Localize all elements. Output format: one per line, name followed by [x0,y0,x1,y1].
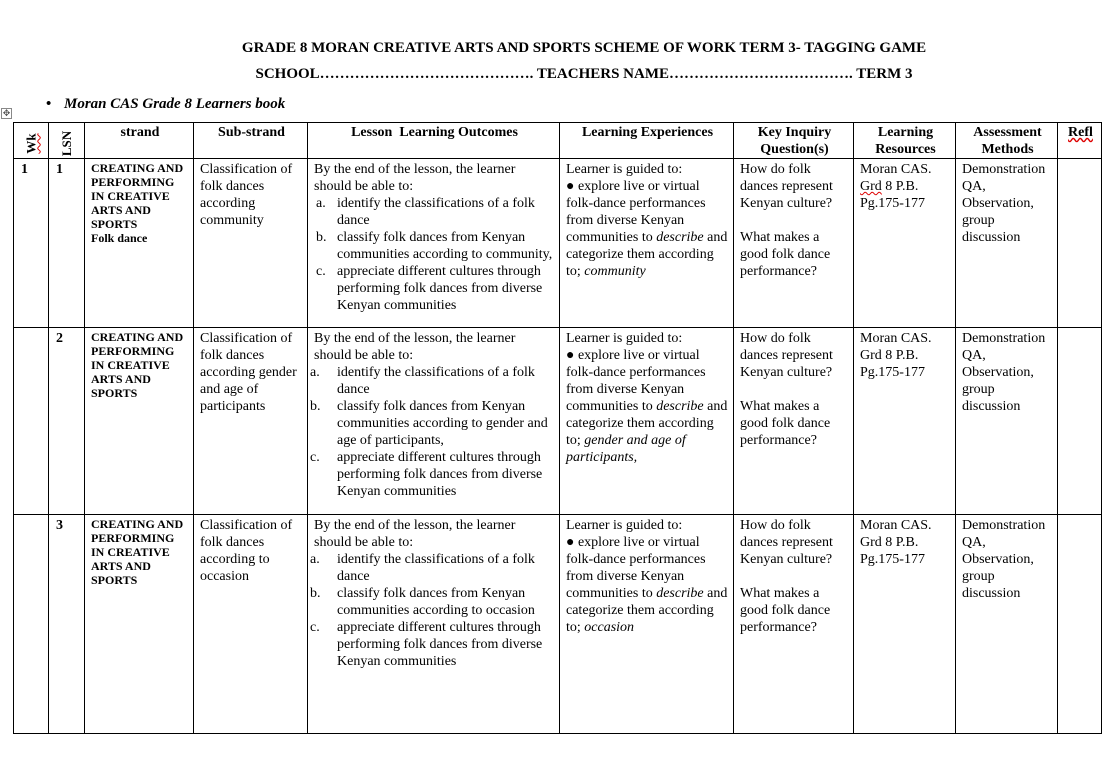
header-assessment: Assessment Methods [956,123,1058,159]
inquiry-cell: How do folk dances represent Kenyan culture? What makes a good folk dance performance? [734,328,854,515]
list-item: a. identify the classifications of a folk dance [310,552,535,584]
week-cell: 1 [14,159,49,328]
reflection-cell[interactable] [1058,515,1102,734]
reflection-cell[interactable] [1058,328,1102,515]
assessment-cell: Demonstration QA, Observation, group discussion [956,159,1058,328]
list-item: c. appreciate different cultures through performing folk dances from diverse Kenyan communities [316,264,543,313]
sub-strand-cell: Classification of folk dances according community [194,159,308,328]
header-refl: Refl [1058,123,1102,159]
header-experiences: Learning Experiences [560,123,734,159]
outcomes-cell [308,159,560,328]
week-cell [14,515,49,734]
header-row [14,123,1102,159]
table-row [14,328,1102,515]
header-sub-strand: Sub-strand [194,123,308,159]
lesson-cell: 3 [49,515,85,734]
assessment-cell: Demonstration QA, Observation, group discussion [956,515,1058,734]
list-item: c. appreciate different cultures through performing folk dances from diverse Kenyan communities [310,450,543,499]
header-strand: strand [85,123,194,159]
sub-strand-cell: Classification of folk dances according to occasion [194,515,308,734]
outcomes-cell [308,328,560,515]
strand-cell [85,159,194,328]
inquiry-cell: How do folk dances represent Kenyan culture? What makes a good folk dance performance? [734,515,854,734]
strand-sub-text: Folk dance [91,231,148,245]
lesson-cell: 1 [49,159,85,328]
header-inquiry: Key Inquiry Question(s) [734,123,854,159]
table-move-handle-icon[interactable]: ✥ [2,109,11,119]
document-subtitle: SCHOOL……………………………………. TEACHERS NAME………………………………. TERM 3 [255,66,913,82]
learners-book-bullet [46,96,285,113]
resources-cell: Moran CAS. Grd 8 P.B. Pg.175-177 [854,159,956,328]
resources-cell: Moran CAS. Grd 8 P.B. Pg.175-177 [854,515,956,734]
strand-text: CREATING AND PERFORMING IN CREATIVE ARTS AND SPORTS [91,517,184,587]
outcomes-intro: By the end of the lesson, the learner should be able to: [314,162,516,194]
header-wk: Wk [14,123,49,159]
list-item: b. classify folk dances from Kenyan communities according to occasion [310,586,535,618]
list-item: b. classify folk dances from Kenyan communities according to gender and age of participants, [310,399,548,448]
document-title: GRADE 8 MORAN CREATIVE ARTS AND SPORTS SCHEME OF WORK TERM 3- TAGGING GAME [241,40,927,56]
table-row [14,515,1102,734]
outcomes-intro: By the end of the lesson, the learner should be able to: [314,518,516,550]
assessment-cell: Demonstration QA, Observation, group discussion [956,328,1058,515]
resources-cell: Moran CAS. Grd 8 P.B. Pg.175-177 [854,328,956,515]
header-lsn: LSN [49,123,85,159]
header-resources: Learning Resources [854,123,956,159]
inquiry-cell: How do folk dances represent Kenyan culture? What makes a good folk dance performance? [734,159,854,328]
bullet-icon: • [46,96,52,112]
list-item: b. classify folk dances from Kenyan communities according to community, [316,230,553,262]
strand-text: CREATING AND PERFORMING IN CREATIVE ARTS AND SPORTS [91,330,184,400]
list-item: a. identify the classifications of a folk dance [316,196,535,228]
strand-text: CREATING AND PERFORMING IN CREATIVE ARTS AND SPORTS [91,161,184,231]
list-item: a. identify the classifications of a folk dance [310,365,535,397]
outcomes-cell [308,515,560,734]
strand-cell [85,328,194,515]
scheme-of-work-table [13,122,1102,734]
reflection-cell[interactable] [1058,159,1102,328]
learners-book-label: Moran CAS Grade 8 Learners book [64,96,286,112]
experiences-cell: Learner is guided to: ● explore live or virtual folk-dance performances from diverse Kenyan communities to describe and categorize them according to; occasion [560,515,734,734]
header-outcomes: Lesson Learning Outcomes [308,123,560,159]
outcomes-intro: By the end of the lesson, the learner should be able to: [314,331,516,363]
list-item: c. appreciate different cultures through performing folk dances from diverse Kenyan communities [310,620,543,669]
strand-cell [85,515,194,734]
sub-strand-cell: Classification of folk dances according gender and age of participants [194,328,308,515]
experiences-cell: Learner is guided to: ● explore live or virtual folk-dance performances from diverse Kenyan communities to describe and categorize them according to; community [560,159,734,328]
experiences-cell: Learner is guided to: ● explore live or virtual folk-dance performances from diverse Kenyan communities to describe and categorize them according to; gender and age of participants, [560,328,734,515]
lesson-cell: 2 [49,328,85,515]
table-row [14,159,1102,328]
week-cell [14,328,49,515]
